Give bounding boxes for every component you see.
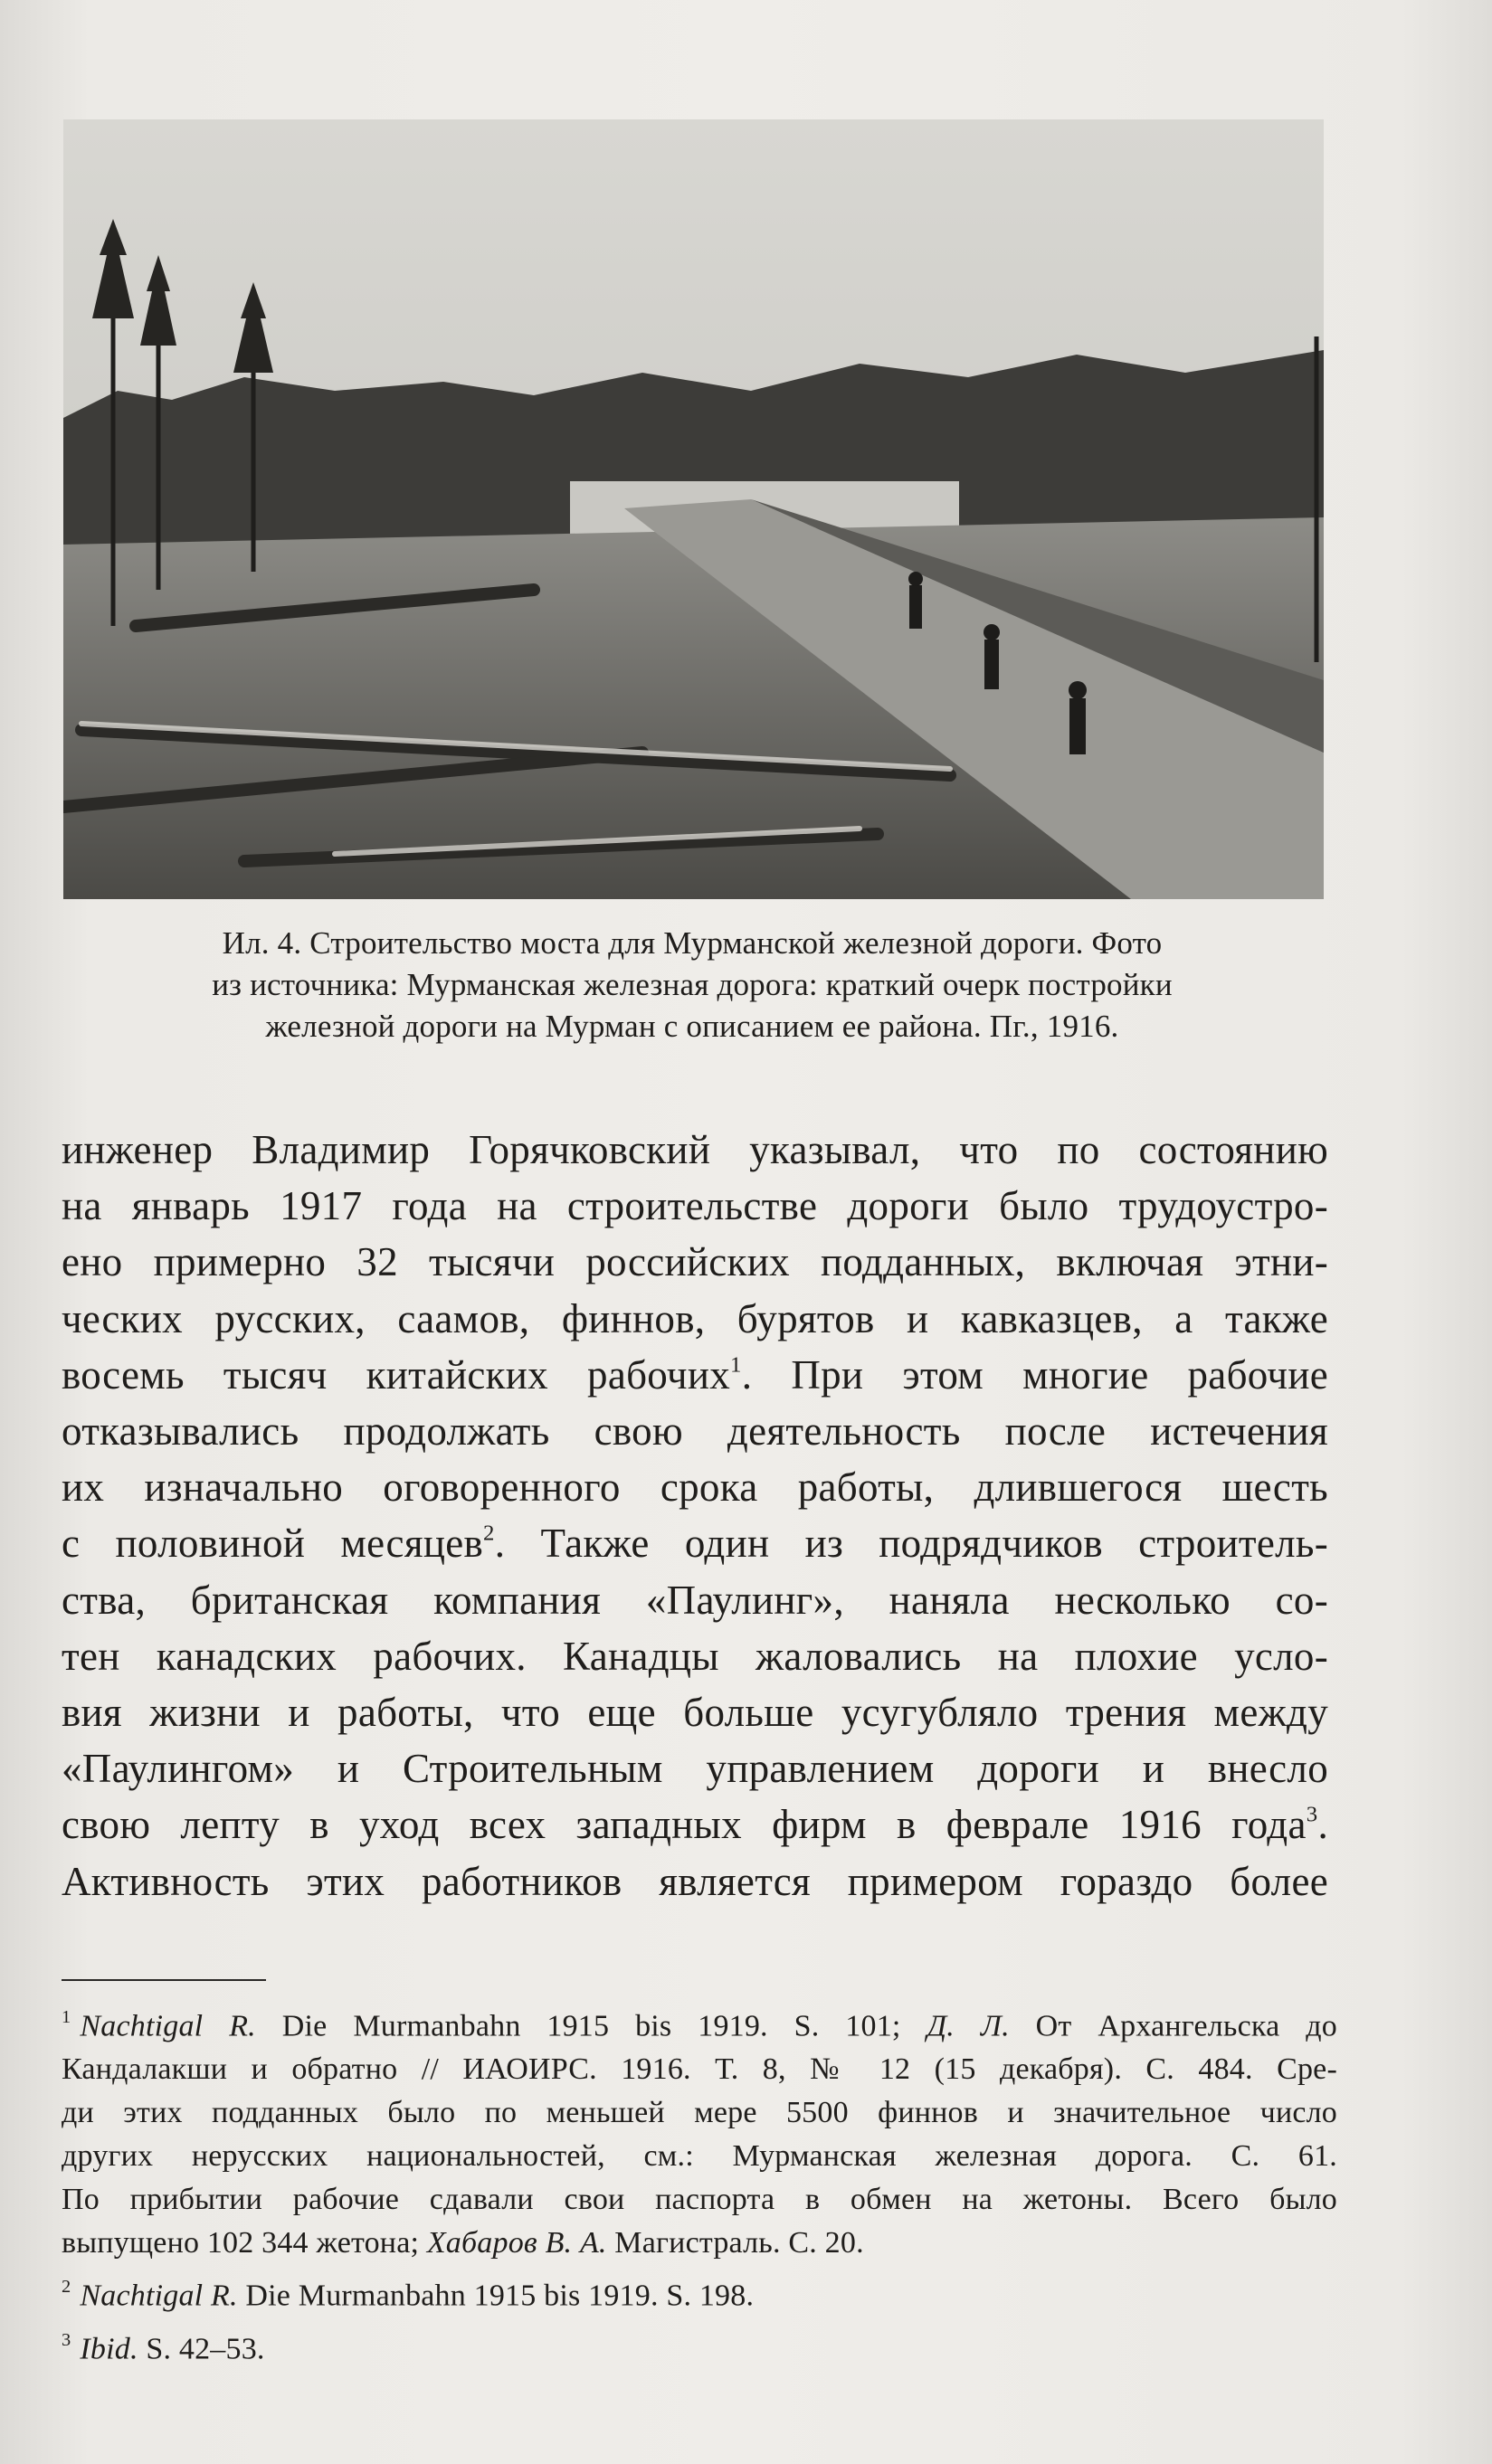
text-segment: инженер Владимир Горячковский указывал, что по состоянию — [62, 1127, 1328, 1172]
body-line — [62, 1515, 1328, 1571]
footnote-1 — [62, 1995, 1337, 2048]
text-segment: . Также один из подрядчиков строитель- — [494, 1521, 1329, 1567]
footnote-line: ди этих подданных было по меньшей мере 5500 финнов и значительное число — [62, 2096, 1337, 2130]
footnote-number: 2 — [62, 2277, 71, 2298]
body-line — [62, 1740, 1328, 1796]
text-segment: вия жизни и работы, что еще больше усугубляло трения между — [62, 1690, 1328, 1736]
body-line — [62, 1291, 1328, 1347]
text-segment: «Паулингом» и Строительным управлением дороги и внесло — [62, 1746, 1328, 1792]
footnote-line: Кандалакши и обратно // ИАОИРС. 1916. Т. 8, № 12 (15 декабря). С. 484. Сре- — [62, 2052, 1337, 2087]
footnote-ref[interactable]: 3 — [1306, 1802, 1318, 1827]
footnote-ref[interactable]: 2 — [483, 1521, 495, 1546]
footnote-text: Die Murmanbahn 1915 bis 1919. S. 198. — [237, 2279, 755, 2313]
footnote-text: От Архангельска до — [1009, 2009, 1337, 2043]
text-segment: их изначально оговоренного срока работы, длившегося шесть — [62, 1464, 1328, 1511]
body-line — [62, 1628, 1328, 1684]
text-segment: . При этом многие рабочие — [741, 1351, 1328, 1398]
body-line — [62, 1684, 1328, 1740]
text-segment: ства, британская компания «Паулинг», наняла несколько со- — [62, 1577, 1328, 1623]
footnote-number: 3 — [62, 2329, 71, 2350]
author-name: Д. Л. — [927, 2009, 1010, 2043]
text-segment: . — [1317, 1802, 1328, 1848]
body-line — [62, 1234, 1328, 1290]
footnotes — [62, 1995, 1337, 2371]
body-line — [62, 1853, 1328, 1910]
footnote-line: других нерусских национальностей, см.: Мурманская железная дорога. С. 61. — [62, 2139, 1337, 2174]
footnote-line — [62, 2222, 1337, 2265]
text-segment: Активность этих работников является примером гораздо более — [62, 1858, 1328, 1904]
body-line — [62, 1459, 1328, 1515]
author-name: Хабаров В. А. — [426, 2226, 607, 2260]
footnote-text: Die Murmanbahn 1915 bis 1919. S. 101; — [255, 2009, 927, 2043]
author-name: Nachtigal R. — [80, 2279, 238, 2313]
figure-caption — [100, 923, 1285, 1047]
photo-illustration — [63, 119, 1324, 899]
body-text — [62, 1122, 1328, 1910]
body-line — [62, 1347, 1328, 1403]
body-line — [62, 1403, 1328, 1459]
body-line — [62, 1178, 1328, 1234]
text-segment: на январь 1917 года на строительстве дороги было трудоустро- — [62, 1183, 1328, 1229]
footnote-ref[interactable]: 1 — [730, 1352, 742, 1378]
footnote-text: S. 42–53. — [138, 2331, 265, 2365]
text-segment: отказывались продолжать свою деятельность после истечения — [62, 1408, 1328, 1455]
text-segment: ено примерно 32 тысячи российских подданных, включая этни- — [62, 1239, 1328, 1285]
footnote-2 — [62, 2265, 1337, 2317]
caption-line: из источника: Мурманская железная дорога: краткий очерк постройки — [212, 967, 1173, 1002]
caption-line: Ил. 4. Строительство моста для Мурманской железной дороги. Фото — [222, 925, 1163, 961]
text-segment: свою лепту в уход всех западных фирм в феврале 1916 года — [62, 1802, 1307, 1848]
text-segment: восемь тысяч китайских рабочих — [62, 1351, 731, 1398]
footnote-text: выпущено 102 344 жетона; — [62, 2226, 427, 2260]
footnote-3 — [62, 2318, 1337, 2371]
author-name: Ibid. — [80, 2331, 138, 2365]
author-name: Nachtigal R. — [80, 2009, 256, 2043]
body-line — [62, 1122, 1328, 1178]
text-segment: тен канадских рабочих. Канадцы жаловались на плохие усло- — [62, 1633, 1328, 1679]
body-line — [62, 1572, 1328, 1628]
footnote-number: 1 — [62, 2007, 71, 2027]
railway-construction-photo — [63, 119, 1324, 899]
footnote-text: Магистраль. С. 20. — [606, 2226, 864, 2260]
footnote-divider — [62, 1979, 266, 1981]
body-line — [62, 1796, 1328, 1853]
footnote-line: По прибытии рабочие сдавали свои паспорта в обмен на жетоны. Всего было — [62, 2183, 1337, 2217]
caption-line: железной дороги на Мурман с описанием ее района. Пг., 1916. — [265, 1009, 1119, 1044]
text-segment: с половиной месяцев — [62, 1521, 484, 1567]
text-segment: ческих русских, саамов, финнов, бурятов и кавказцев, а также — [62, 1295, 1328, 1341]
